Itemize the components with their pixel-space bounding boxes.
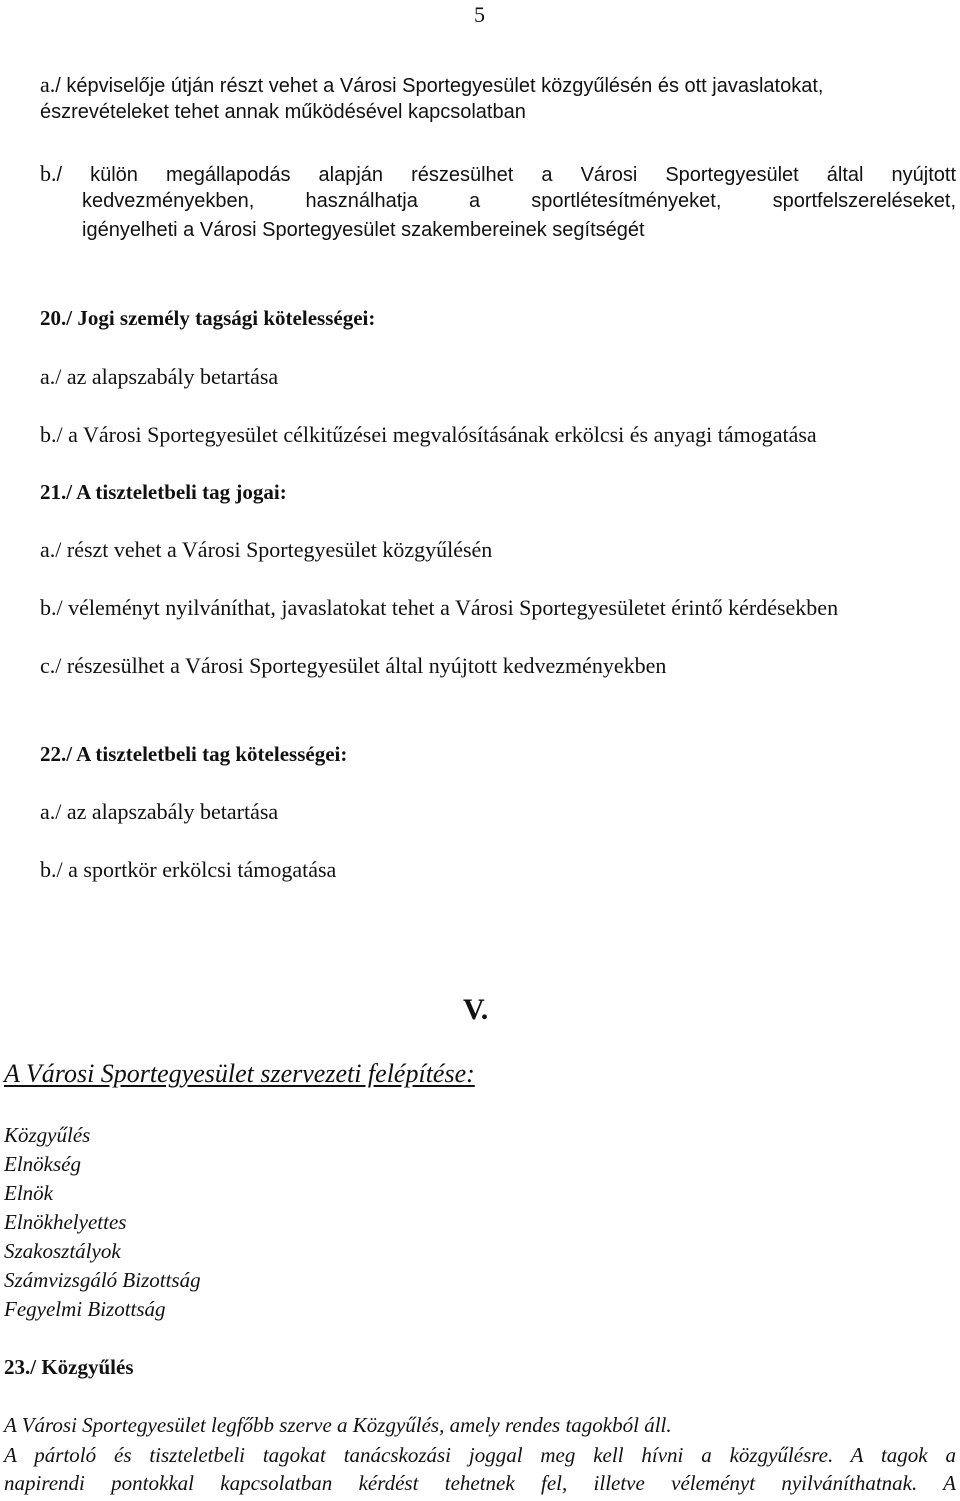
section-22-item-b: b./ a sportkör erkölcsi támogatása	[40, 857, 337, 882]
para-b-label: b.	[40, 161, 57, 186]
org-unit-list	[4, 1121, 201, 1324]
para-a-line-2: észrevételeket tehet annak működésével kapcsolatban	[40, 101, 526, 123]
org-unit: Szakosztályok	[4, 1239, 121, 1263]
para-a-text-1: / képviselője útján részt vehet a Városi Sportegyesület közgyűlésén és ott javaslatokat,	[55, 75, 824, 97]
para-b-line-2: kedvezményekben, használhatja a sportlétesítményeket, sportfelszereléseket,	[82, 190, 956, 212]
org-unit: Elnök	[4, 1181, 53, 1205]
section-20-item-a: a./ az alapszabály betartása	[40, 364, 279, 389]
section-22-heading: 22./ A tiszteletbeli tag kötelességei:	[40, 742, 348, 766]
para-b-line-3: igényelheti a Városi Sportegyesület szakembereinek segítségét	[82, 219, 645, 241]
section-23-line-2: A pártoló és tiszteletbeli tagokat tanácskozási joggal meg kell hívni a közgyűlésre. A tagok a	[4, 1443, 956, 1467]
section-20-heading: 20./ Jogi személy tagsági kötelességei:	[40, 306, 376, 330]
section-22-item-a: a./ az alapszabály betartása	[40, 799, 279, 824]
section-21-item-a: a./ részt vehet a Városi Sportegyesület közgyűlésén	[40, 537, 493, 562]
section-21-item-c: c./ részesülhet a Városi Sportegyesület által nyújtott kedvezményekben	[40, 653, 667, 678]
para-b-line-1	[40, 161, 956, 187]
org-unit: Közgyűlés	[4, 1123, 91, 1147]
para-a-label: a.	[40, 72, 56, 97]
section-23-heading: 23./ Közgyűlés	[4, 1355, 134, 1379]
org-unit: Elnökhelyettes	[4, 1210, 127, 1234]
org-unit: Elnökség	[4, 1152, 81, 1176]
para-b-text-1: / külön megállapodás alapján részesülhet a Városi Sportegyesület által nyújtott	[56, 164, 956, 186]
page-number: 5	[474, 2, 485, 27]
section-20-item-b: b./ a Városi Sportegyesület célkitűzései megvalósításának erkölcsi és anyagi támogatása	[40, 422, 817, 447]
section-23-line-1: A Városi Sportegyesület legfőbb szerve a Közgyűlés, amely rendes tagokból áll.	[4, 1413, 672, 1437]
org-unit: Fegyelmi Bizottság	[4, 1297, 166, 1321]
org-unit: Számvizsgáló Bizottság	[4, 1268, 201, 1292]
section-23-line-3: napirendi pontokkal kapcsolatban kérdést tehetnek fel, illetve véleményt nyilváníthatnak. A	[4, 1471, 956, 1495]
section-21-heading: 21./ A tiszteletbeli tag jogai:	[40, 480, 287, 504]
chapter-title: A Városi Sportegyesület szervezeti felépítése:	[4, 1059, 475, 1088]
para-a-line-1	[40, 72, 823, 98]
chapter-number: V.	[463, 993, 489, 1026]
section-21-item-b: b./ véleményt nyilváníthat, javaslatokat tehet a Városi Sportegyesületet érintő kérdésekben	[40, 595, 839, 620]
